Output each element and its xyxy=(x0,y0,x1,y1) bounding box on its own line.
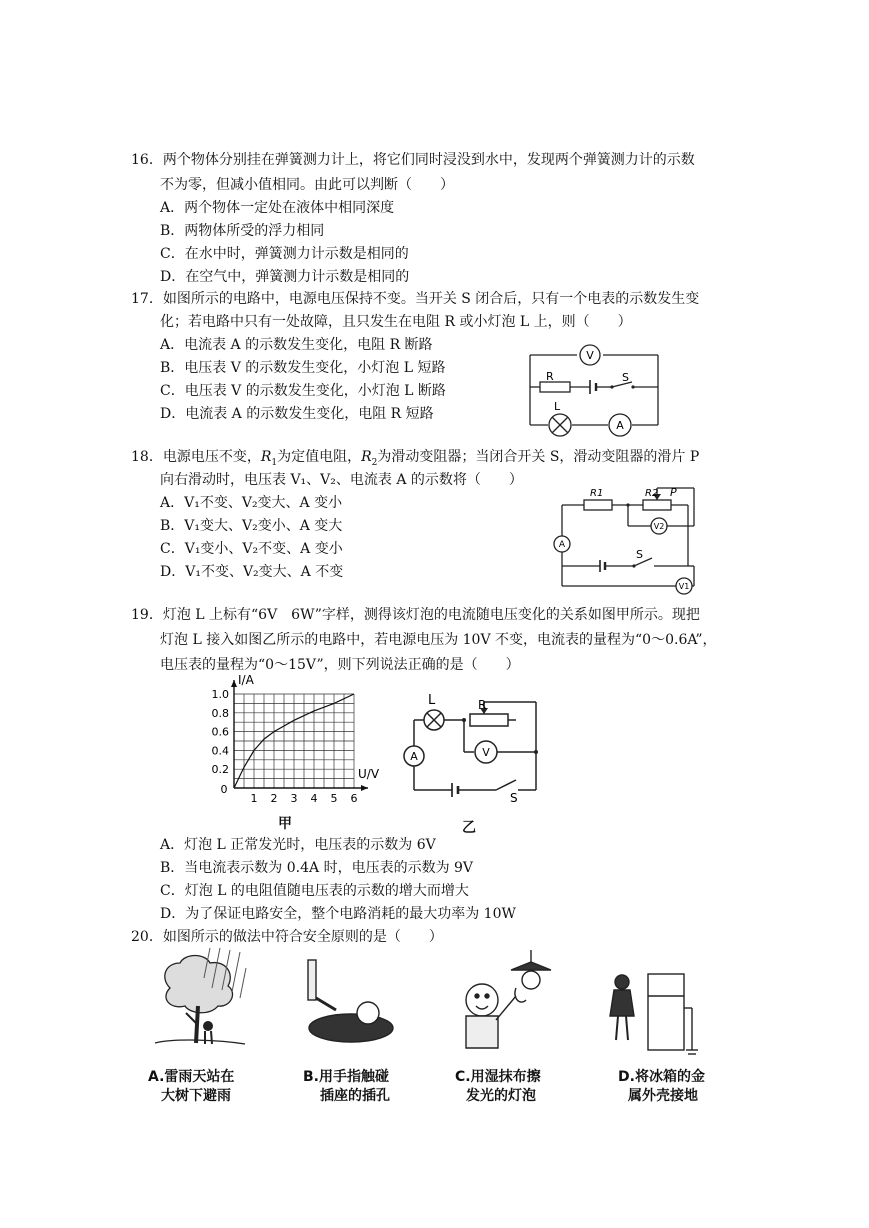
q18-option-d: D．V₁不变、V₂变大、A 不变 xyxy=(160,564,344,580)
q19-stem-line1: 19．灯泡 L 上标有“6V 6W”字样，测得该灯泡的电流随电压变化的关系如图甲所示。现把 xyxy=(131,607,700,623)
q18-r1-symbol: R xyxy=(260,449,272,465)
q20-image-b-finger-in-socket xyxy=(296,958,406,1058)
q18-r1-label: R1 xyxy=(590,488,604,499)
q18-stem-line2: 向右滑动时，电压表 V₁、V₂、电流表 A 的示数将（ ） xyxy=(160,472,523,488)
q18-option-c: C．V₁变小、V₂不变、A 变小 xyxy=(160,541,343,557)
q17-option-b: B．电压表 V 的示数发生变化，小灯泡 L 短路 xyxy=(160,360,446,376)
q17-stem-line1: 17．如图所示的电路中，电源电压保持不变。当开关 S 闭合后，只有一个电表的示数发生变 xyxy=(131,291,700,307)
q16-option-a: A．两个物体一定处在液体中相同深度 xyxy=(160,200,395,216)
q18-v2-label: V2 xyxy=(653,522,665,531)
q19-figure-yi-label: 乙 xyxy=(462,820,476,836)
q20-caption-b-line1: B.用手指触碰 xyxy=(303,1069,389,1085)
q20-caption-a-line1: A.雷雨天站在 xyxy=(148,1069,235,1085)
q17-option-d: D．电流表 A 的示数发生变化，电阻 R 短路 xyxy=(160,406,434,422)
q19-voltmeter-label: V xyxy=(482,746,490,759)
q18-r2-label: R2 xyxy=(645,488,659,499)
x-axis-arrow xyxy=(361,785,368,791)
q18-circuit-diagram xyxy=(548,478,698,600)
q19-rheostat-label: R xyxy=(478,698,487,712)
q17-lamp-label: L xyxy=(554,400,561,413)
q16-stem-line2: 不为零，但减小值相同。由此可以判断（ ） xyxy=(160,177,454,193)
q20-image-c-wet-cloth-lamp xyxy=(446,948,556,1058)
q20-caption-c-line2: 发光的灯泡 xyxy=(466,1088,536,1104)
x-tick-label: 1 xyxy=(250,792,258,805)
q17-resistor-label: R xyxy=(546,370,554,383)
q18-slider-label: P xyxy=(670,486,677,499)
q18-v1-label: V1 xyxy=(678,582,690,591)
q20-caption-b-line2: 插座的插孔 xyxy=(320,1088,390,1104)
q19-lamp-label: L xyxy=(428,693,436,708)
x-axis-label: U/V xyxy=(358,767,380,781)
q18-r2-subscript: 2 xyxy=(371,457,378,468)
q18-stem-line1 xyxy=(131,447,699,473)
q18-switch-label: S xyxy=(636,548,643,561)
x-tick-label: 5 xyxy=(330,792,338,805)
q19-circuit-diagram xyxy=(400,688,550,806)
q19-ammeter-label: A xyxy=(410,750,418,763)
q18-option-b: B．V₁变大、V₂变小、A 变大 xyxy=(160,518,343,534)
y-tick-label: 0.6 xyxy=(211,725,229,739)
q17-stem-line2: 化；若电路中只有一处故障，且只发生在电阻 R 或小灯泡 L 上，则（ ） xyxy=(160,314,632,330)
q19-option-d: D．为了保证电路安全，整个电路消耗的最大功率为 10W xyxy=(160,906,516,922)
q17-option-c: C．电压表 V 的示数发生变化，小灯泡 L 断路 xyxy=(160,383,446,399)
q20-stem-line1: 20．如图所示的做法中符合安全原则的是（ ） xyxy=(131,929,443,945)
q17-switch-label: S xyxy=(622,371,629,384)
q16-stem-line1: 16．两个物体分别挂在弹簧测力计上，将它们同时浸没到水中，发现两个弹簧测力计的示数 xyxy=(131,152,695,168)
y-tick-label: 1.0 xyxy=(211,688,229,701)
q17-voltmeter-label: V xyxy=(586,349,594,362)
q16-option-b: B．两物体所受的浮力相同 xyxy=(160,223,325,239)
q18-option-a: A．V₁不变、V₂变大、A 变小 xyxy=(160,495,343,511)
q17-circuit-diagram xyxy=(520,340,670,440)
q19-stem-line3: 电压表的量程为“0～15V”，则下列说法正确的是（ ） xyxy=(160,657,520,673)
y-tick-label: 0.8 xyxy=(211,706,229,720)
x-tick-label: 2 xyxy=(270,792,278,805)
q18-r2-symbol: R xyxy=(361,449,372,465)
q18-r1-subscript: 1 xyxy=(271,457,278,468)
q17-ammeter-label: A xyxy=(616,419,624,432)
q19-switch-label: S xyxy=(510,791,518,805)
q18-stem-part-b: 为定值电阻， xyxy=(277,449,362,465)
q20-caption-a-line2: 大树下避雨 xyxy=(161,1088,231,1104)
q19-figure-jia-label: 甲 xyxy=(278,816,292,832)
x-tick-label: 3 xyxy=(290,792,298,805)
q20-caption-c-line1: C.用湿抹布擦 xyxy=(455,1069,541,1085)
y-tick-label: 0.4 xyxy=(211,744,229,758)
q19-option-b: B．当电流表示数为 0.4A 时，电压表的示数为 9V xyxy=(160,860,474,876)
q19-option-c: C．灯泡 L 的电阻值随电压表的示数的增大而增大 xyxy=(160,883,469,899)
q18-stem-part-a: 18．电源电压不变， xyxy=(131,449,261,465)
q19-stem-line2: 灯泡 L 接入如图乙所示的电路中，若电源电压为 10V 不变，电流表的量程为“0～0.6A”， xyxy=(160,632,717,648)
q20-image-a-tree-in-storm xyxy=(150,948,260,1058)
q16-option-c: C．在水中时，弹簧测力计示数是相同的 xyxy=(160,246,409,262)
q17-option-a: A．电流表 A 的示数发生变化，电阻 R 断路 xyxy=(160,337,433,353)
q19-iu-chart xyxy=(196,672,380,812)
q20-caption-d-line2: 属外壳接地 xyxy=(628,1088,698,1104)
x-tick-label: 4 xyxy=(310,792,318,805)
q20-image-d-fridge-grounded xyxy=(596,968,706,1058)
q19-option-a: A．灯泡 L 正常发光时，电压表的示数为 6V xyxy=(160,837,436,853)
q18-ammeter-label: A xyxy=(558,540,566,550)
y-axis-label: I/A xyxy=(238,673,254,687)
x-tick-label: 6 xyxy=(350,792,358,805)
q18-stem-part-c: 为滑动变阻器；当闭合开关 S，滑动变阻器的滑片 P xyxy=(377,449,700,465)
origin-label: 0 xyxy=(220,783,228,796)
y-axis-arrow xyxy=(231,680,237,687)
q20-caption-d-line1: D.将冰箱的金 xyxy=(618,1069,705,1085)
q16-option-d: D．在空气中，弹簧测力计示数是相同的 xyxy=(160,269,410,285)
y-tick-label: 0.2 xyxy=(211,763,229,777)
